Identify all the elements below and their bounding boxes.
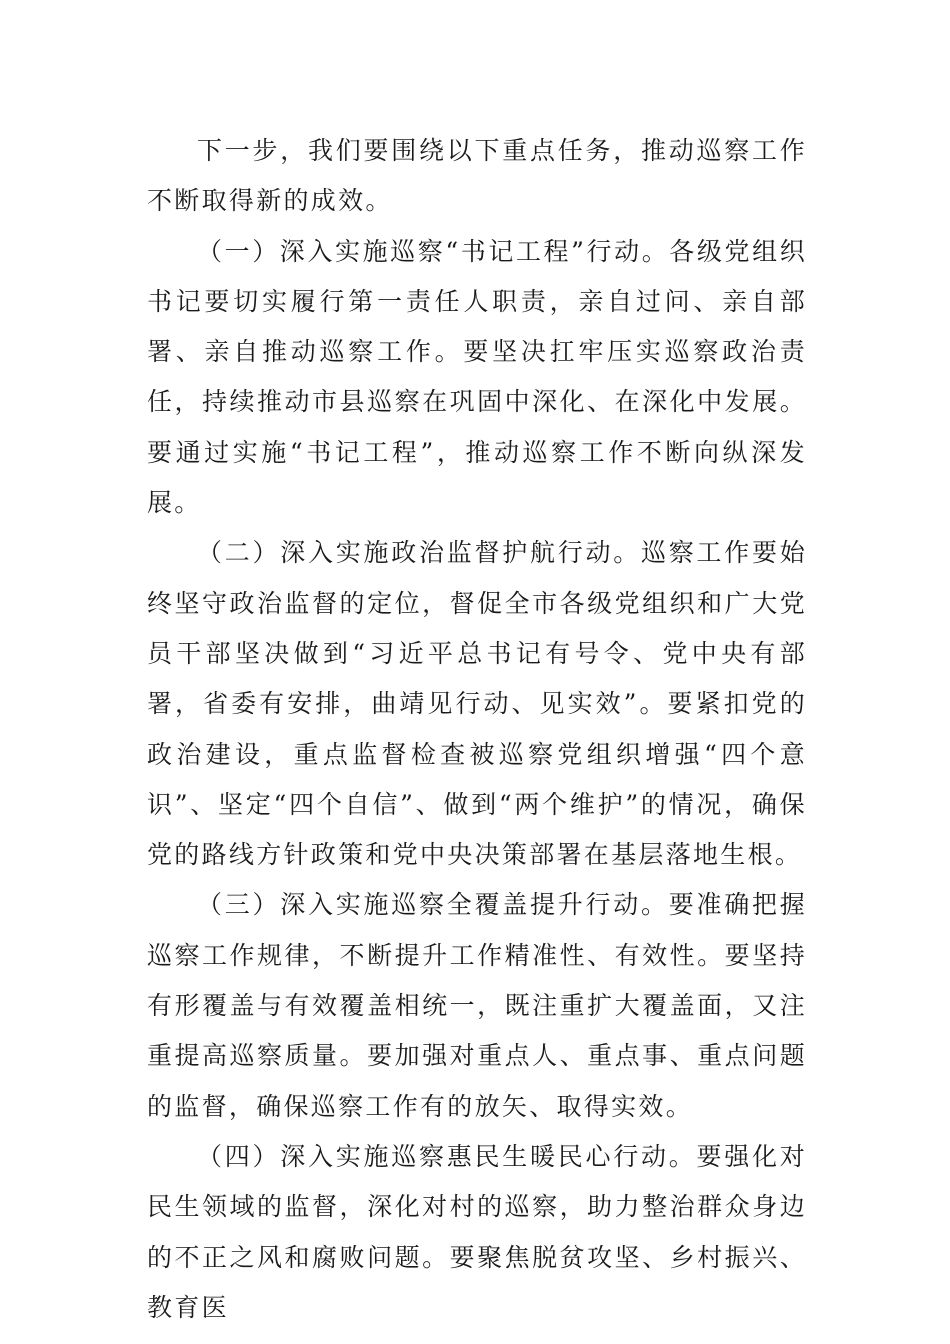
paragraph-intro: 下一步，我们要围绕以下重点任务，推动巡察工作不断取得新的成效。 [147,136,807,216]
paragraph-section-2: （二）深入实施政治监督护航行动。巡察工作要始终坚守政治监督的定位，督促全市各级党组织和广大党员干部坚决做到“习近平总书记有号令、党中央有部署，省委有安排，曲靖见行动、见实效”。要紧扣党的政治建设，重点监督检查被巡察党组织增强“四个意识”、坚定“四个自信”、做到“两个维护”的情况，确保党的路线方针政策和党中央决策部署在基层落地生根。 [147,538,807,870]
paragraph-section-4: （四）深入实施巡察惠民生暖民心行动。要强化对民生领域的监督，深化对村的巡察，助力整治群众身边的不正之风和腐败问题。要聚焦脱贫攻坚、乡村振兴、教育医 [147,1141,807,1322]
document-body [147,126,807,1333]
paragraph-section-3: （三）深入实施巡察全覆盖提升行动。要准确把握巡察工作规律，不断提升工作精准性、有效性。要坚持有形覆盖与有效覆盖相统一，既注重扩大覆盖面，又注重提高巡察质量。要加强对重点人、重点事、重点问题的监督，确保巡察工作有的放矢、取得实效。 [147,890,807,1121]
paragraph-section-1: （一）深入实施巡察“书记工程”行动。各级党组织书记要切实履行第一责任人职责，亲自过问、亲自部署、亲自推动巡察工作。要坚决扛牢压实巡察政治责任，持续推动市县巡察在巩固中深化、在深化中发展。要通过实施“书记工程”，推动巡察工作不断向纵深发展。 [147,236,807,518]
